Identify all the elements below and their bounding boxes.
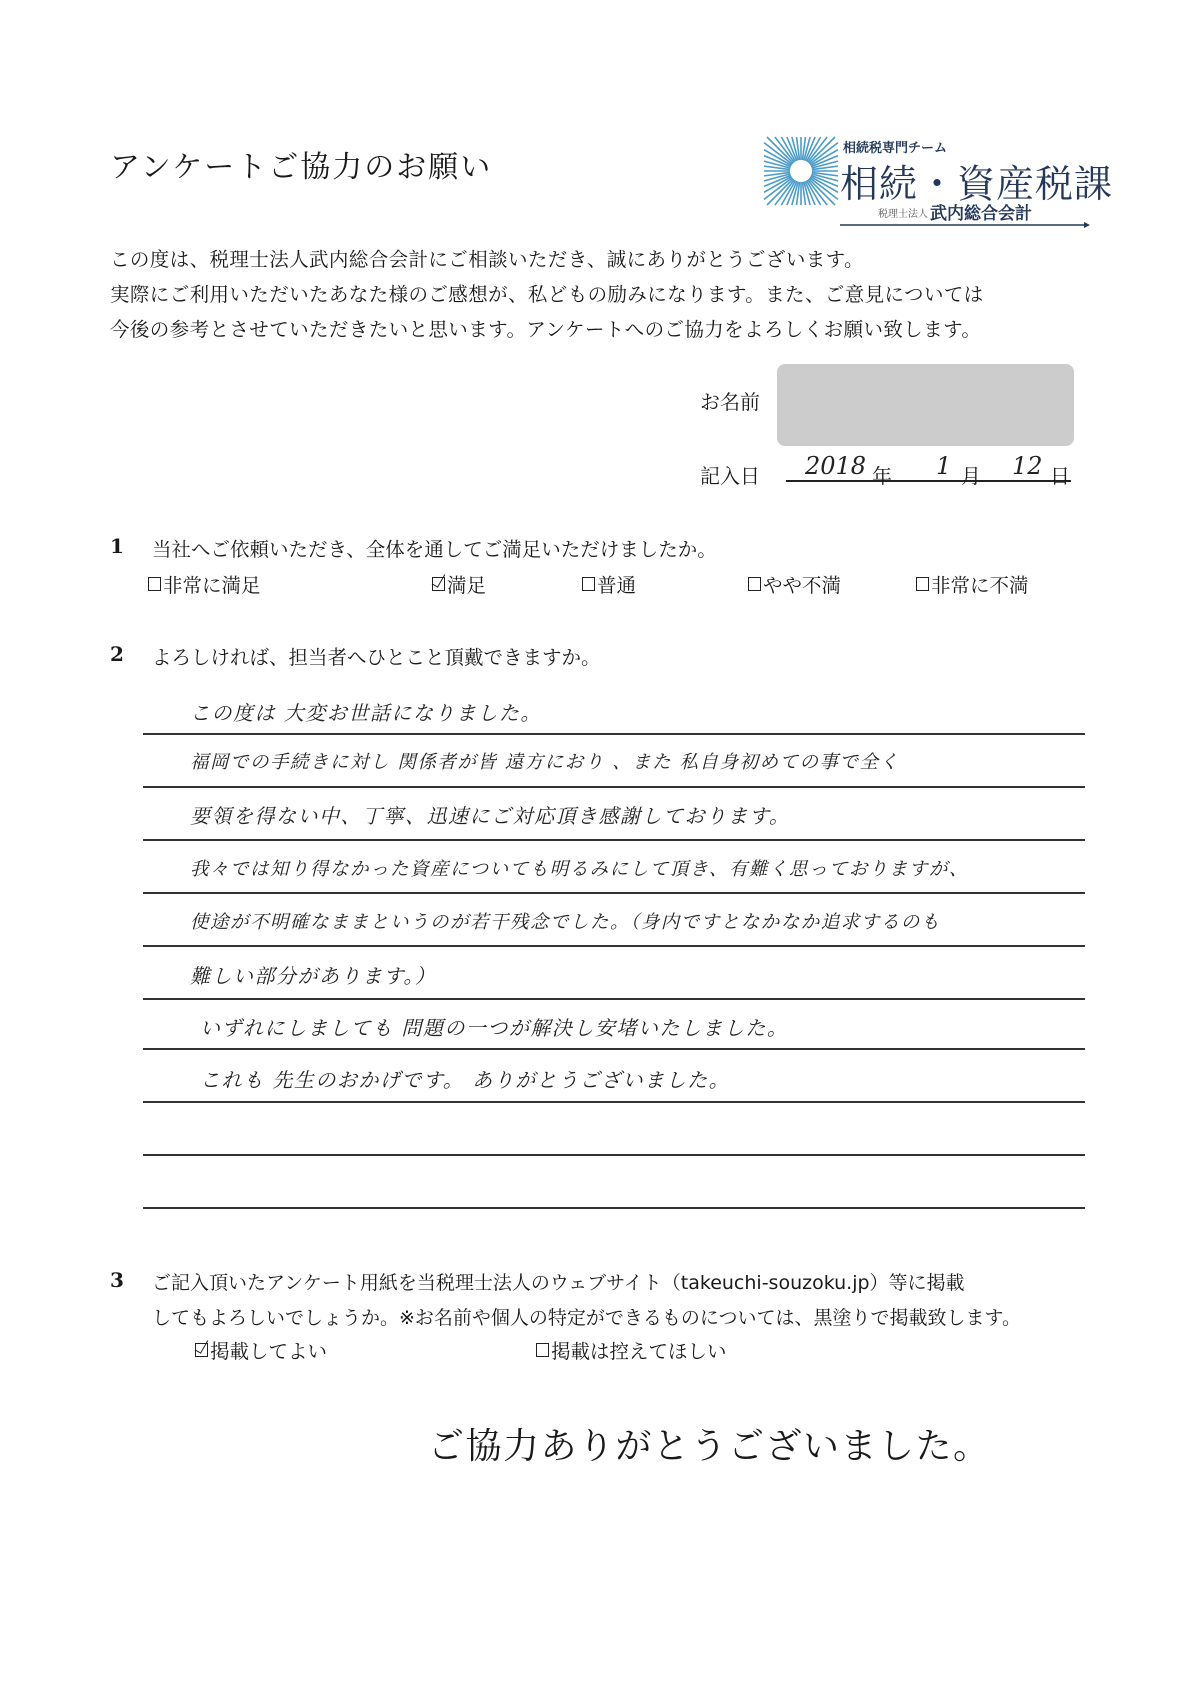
- q3-text-line1: ご記入頂いたアンケート用紙を当税理士法人のウェブサイト（takeuchi-souzoku.jp）等に掲載: [152, 1272, 965, 1294]
- comment-line: これも 先生のおかげです。 ありがとうございました。: [200, 1068, 731, 1092]
- logo-firm-type: 税理士法人: [878, 209, 928, 220]
- comment-line: 福岡での手続きに対し 関係者が皆 遠方におり 、また 私自身初めての事で全く: [190, 752, 900, 773]
- checkbox-icon[interactable]: [582, 577, 595, 591]
- date-month-unit: 月: [961, 464, 981, 488]
- ruled-line: [143, 1154, 1085, 1156]
- comment-line: 我々では知り得なかった資産についても明るみにして頂き、有難く思っておりますが、: [190, 859, 969, 880]
- logo-tagline: 相続税専門チーム: [843, 141, 948, 156]
- q1-option-very-satisfied[interactable]: 非常に満足: [148, 570, 261, 598]
- date-day-unit: 日: [1050, 464, 1070, 488]
- ruled-line: [143, 945, 1085, 947]
- ruled-line: [143, 892, 1085, 894]
- checked-checkbox-icon[interactable]: [195, 1343, 208, 1357]
- q1-option-satisfied[interactable]: 満足: [432, 570, 486, 598]
- checkbox-icon[interactable]: [148, 577, 161, 591]
- ruled-line: [143, 1048, 1085, 1050]
- page-title: アンケートご協力のお願い: [110, 150, 493, 185]
- q1-option-very-dissatisfied[interactable]: 非常に不満: [916, 570, 1029, 598]
- comment-line: この度は 大変お世話になりました。: [190, 701, 542, 725]
- intro-line: この度は、税理士法人武内総合会計にご相談いただき、誠にありがとうございます。: [110, 248, 864, 271]
- date-underline: [786, 480, 1071, 482]
- ruled-line: [143, 998, 1085, 1000]
- comment-line: いずれにしましても 問題の一つが解決し安堵いたしました。: [200, 1016, 789, 1040]
- date-day: 12: [1012, 452, 1043, 480]
- checked-checkbox-icon[interactable]: [432, 577, 445, 591]
- ruled-line: [143, 1101, 1085, 1103]
- name-label: お名前: [700, 390, 760, 414]
- comment-line: 要領を得ない中、丁寧、迅速にご対応頂き感謝しております。: [190, 804, 791, 828]
- checkbox-icon[interactable]: [536, 1343, 549, 1357]
- ruled-line: [143, 786, 1085, 788]
- q3-option-decline[interactable]: 掲載は控えてほしい: [536, 1336, 727, 1364]
- company-logo: [762, 133, 1114, 229]
- arrow-icon: [840, 222, 1090, 228]
- comment-line: 難しい部分があります。）: [190, 964, 437, 988]
- date-label: 記入日: [700, 464, 760, 488]
- logo-firm-name: 武内総合会計: [930, 204, 1032, 224]
- comment-line: 使途が不明確なままというのが若干残念でした。（身内ですとなかなか追求するのも: [190, 912, 941, 933]
- checkbox-icon[interactable]: [748, 577, 761, 591]
- intro-line: 実際にご利用いただいたあなた様のご感想が、私どもの励みになります。また、ご意見については: [110, 283, 984, 306]
- date-month: 1: [936, 452, 952, 480]
- sunburst-logo-icon: [762, 135, 840, 207]
- closing-message: ご協力ありがとうございました。: [428, 1426, 991, 1467]
- q3-text-line2: してもよろしいでしょうか。※お名前や個人の特定ができるものについては、黒塗りで掲載致します。: [152, 1307, 1022, 1329]
- q2-number: 2: [110, 642, 124, 666]
- q2-text: よろしければ、担当者へひとこと頂戴できますか。: [152, 646, 601, 669]
- q1-text: 当社へご依頼いただき、全体を通してご満足いただけましたか。: [152, 538, 717, 561]
- intro-paragraph: [110, 242, 984, 347]
- checkbox-icon[interactable]: [916, 577, 929, 591]
- date-year: 2018: [805, 452, 867, 480]
- q1-number: 1: [110, 534, 124, 558]
- logo-name: 相続・資産税課: [840, 162, 1114, 206]
- q3-option-allow[interactable]: 掲載してよい: [195, 1336, 327, 1364]
- ruled-line: [143, 1207, 1085, 1209]
- q1-option-neutral[interactable]: 普通: [582, 570, 636, 598]
- q3-number: 3: [110, 1268, 124, 1292]
- q1-option-somewhat-dissatisfied[interactable]: やや不満: [748, 570, 841, 598]
- name-field-redacted: [777, 364, 1074, 446]
- ruled-line: [143, 839, 1085, 841]
- intro-line: 今後の参考とさせていただきたいと思います。アンケートへのご協力をよろしくお願い致します。: [110, 318, 982, 341]
- date-year-unit: 年: [872, 464, 892, 488]
- ruled-line: [143, 733, 1085, 735]
